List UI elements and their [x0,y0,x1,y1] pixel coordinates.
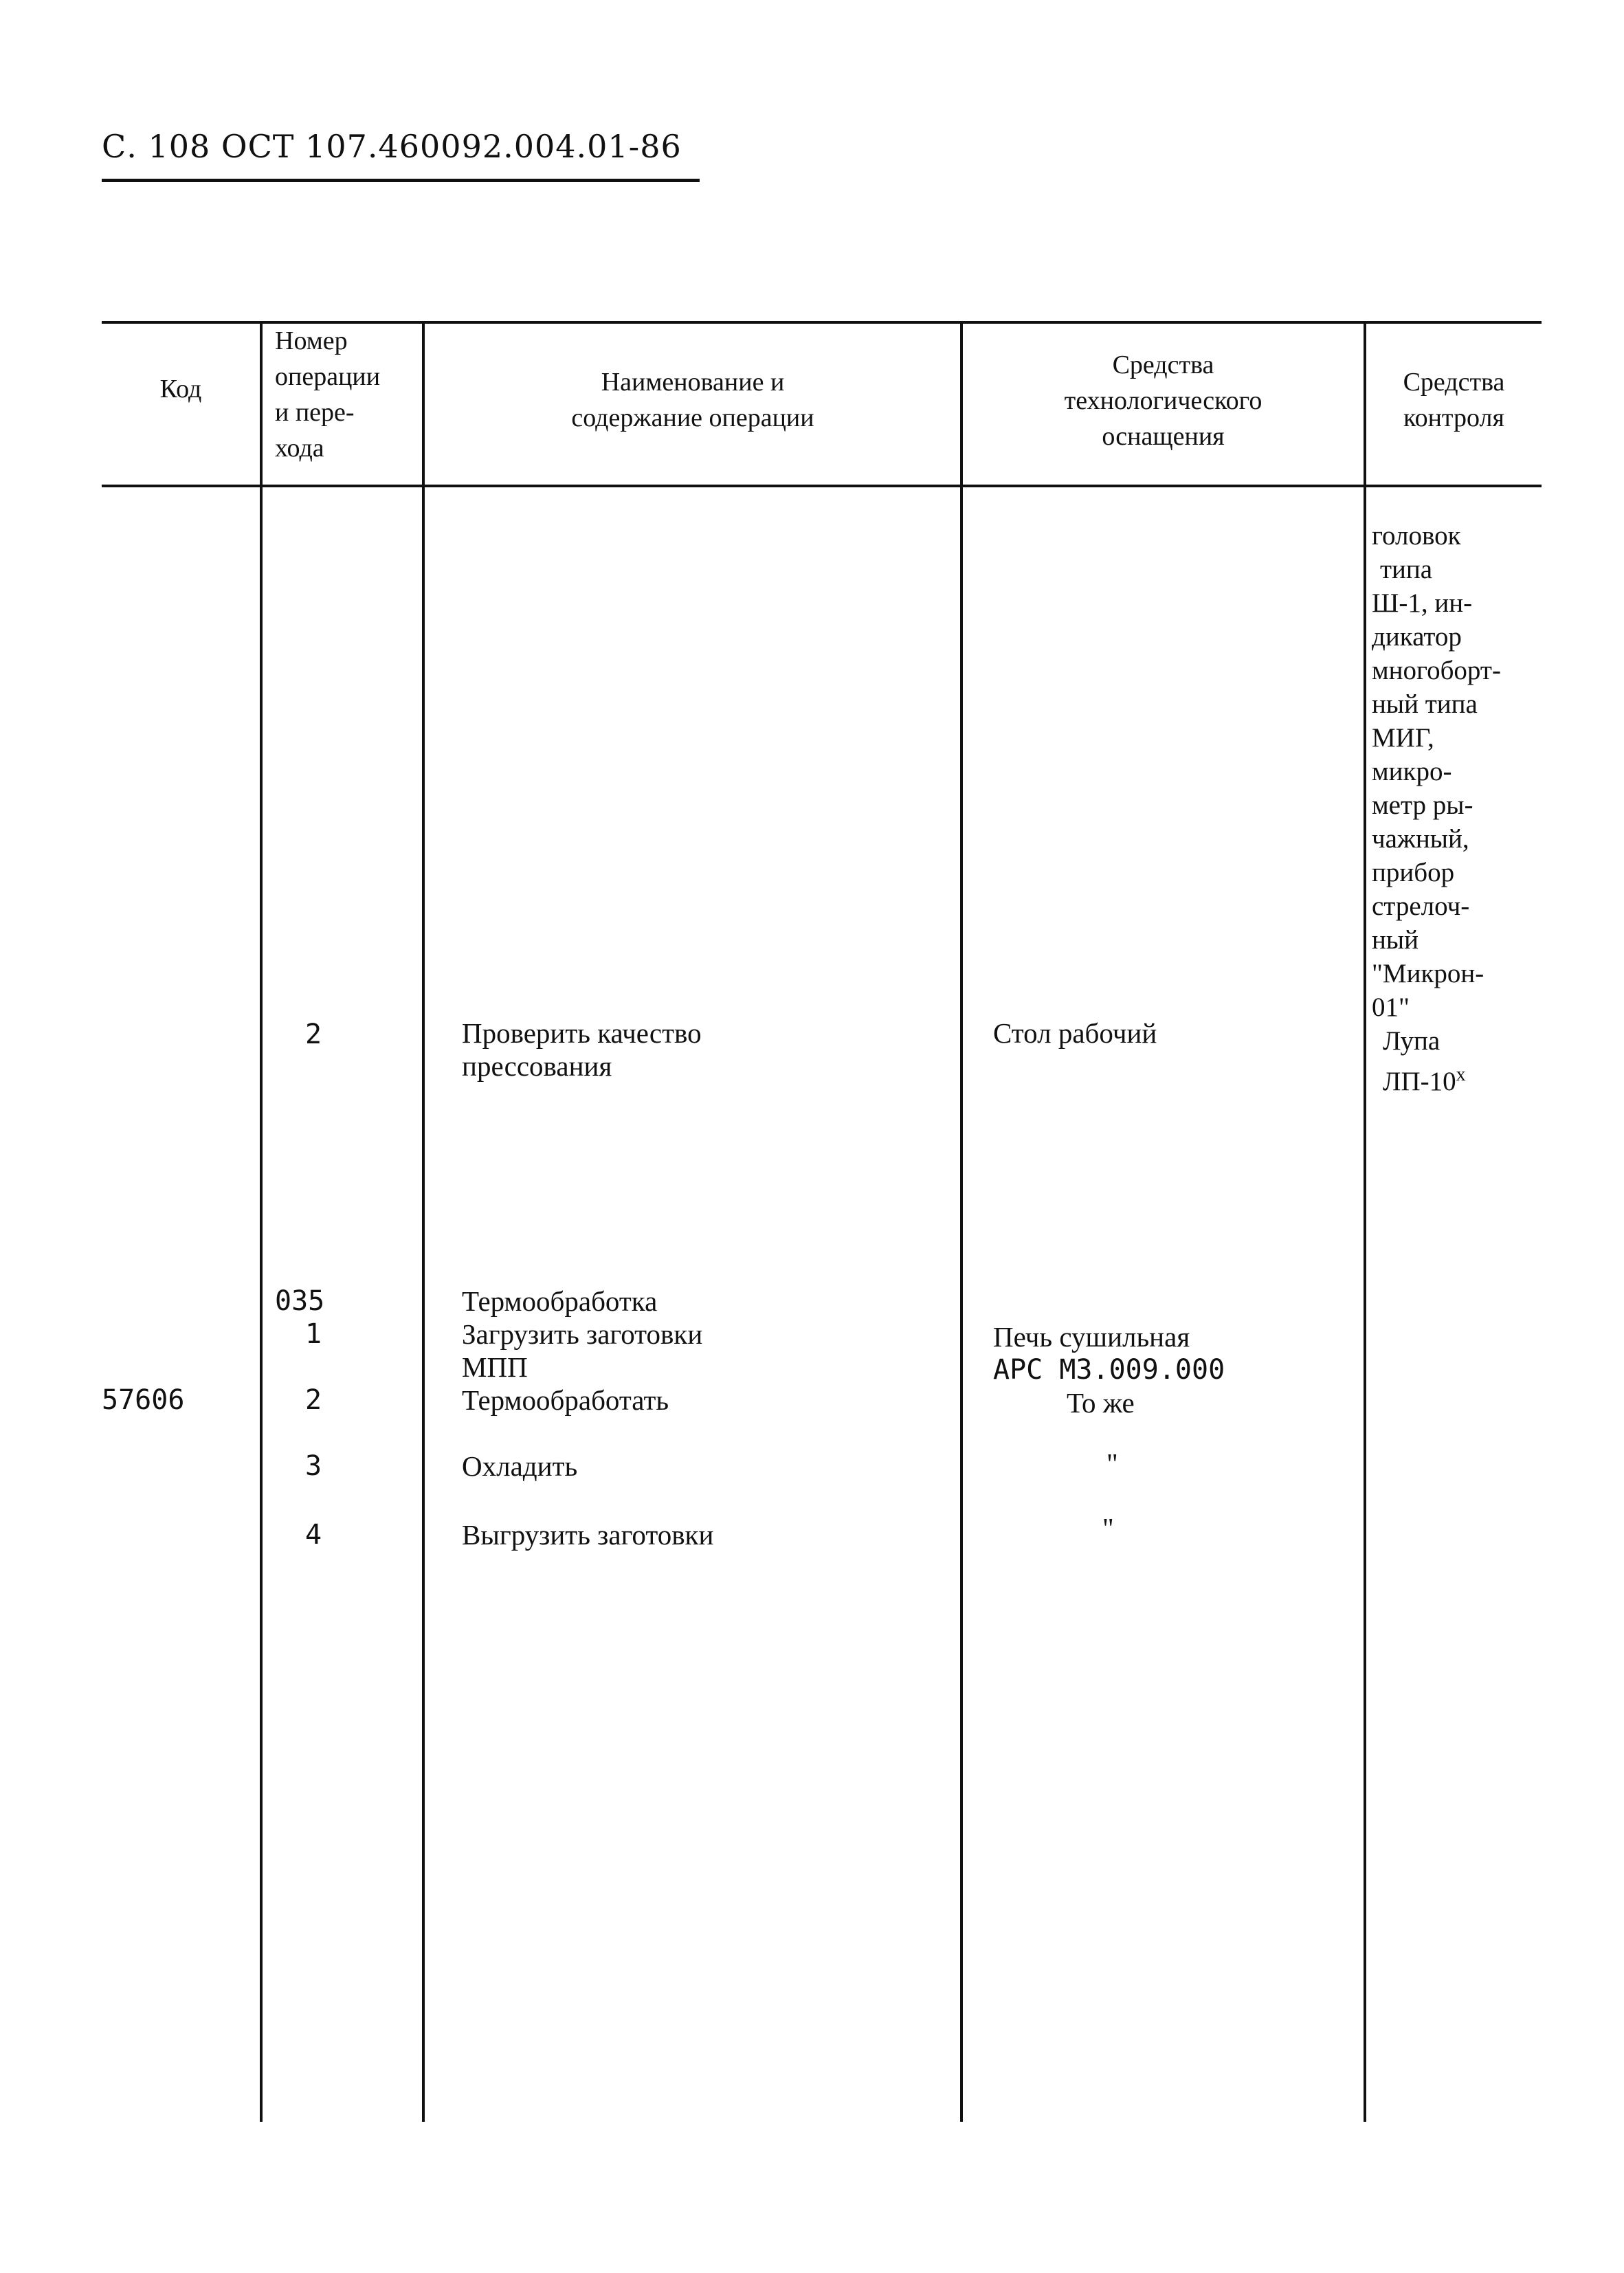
operation-equipment: То же [1067,1387,1135,1419]
header-code: Код [159,375,202,403]
header-control: Средства контроля [1403,368,1505,432]
operation-name: МПП [462,1351,528,1383]
control-line: Лупа [1383,1026,1441,1056]
column-divider-4 [1364,321,1366,2122]
control-line: дикатор [1372,622,1462,652]
operation-equipment: Стол рабочий [993,1017,1157,1049]
superscript-mark: х [1456,1064,1466,1085]
control-line: ный [1372,925,1419,955]
control-line: микро- [1372,757,1452,786]
header-op-number: Номер операции и пере- хода [275,326,381,463]
header-rule [102,179,700,182]
op-number: 2 [305,1384,322,1416]
ditto-mark: " [1102,1512,1114,1544]
control-means-list [1372,519,1501,1098]
control-line: $ЛП-10^х$ [1383,1064,1466,1096]
control-line: "Микрон- [1372,959,1484,988]
control-line: ный типа [1372,689,1478,719]
control-line: метр ры- [1372,790,1473,820]
column-divider-2 [422,321,425,2122]
control-line: многоборт- [1372,656,1501,685]
op-number: 3 [305,1450,322,1482]
control-line: Ш-1, ин- [1372,588,1473,618]
operation-name: Охладить [462,1450,578,1482]
operation-name: Проверить качество [462,1017,702,1049]
operation-code: 57606 [102,1384,185,1416]
column-divider-3 [960,321,963,2122]
column-divider-1 [260,321,263,2122]
header-bottom-rule [102,485,1542,487]
operation-name: Термообработка [462,1285,658,1317]
operation-equipment: АРС М3.009.000 [993,1354,1225,1386]
control-line: стрелоч- [1372,891,1470,921]
ditto-mark: " [1106,1448,1118,1479]
control-line: головок [1372,521,1461,551]
operation-name: Выгрузить заготовки [462,1519,714,1551]
op-number: 1 [305,1318,322,1350]
operation-equipment: Печь сушильная [993,1321,1190,1353]
control-line: чажный, [1372,824,1469,854]
operation-name: Термообработать [462,1384,669,1416]
operation-name: прессования [462,1050,612,1082]
op-number: 035 [275,1285,325,1317]
operation-name: Загрузить заготовки [462,1318,703,1350]
op-number: 4 [305,1519,322,1551]
op-number: 2 [305,1019,322,1050]
header-name: Наименование и содержание операции [571,368,814,432]
page-header: С. 108 ОСТ 107.460092.004.01-86 [102,128,682,165]
control-line: МИГ, [1372,723,1434,753]
control-line: 01" [1372,993,1410,1022]
control-line: прибор [1372,858,1455,887]
control-line: типа [1380,555,1433,584]
header-equipment: Средства технологического оснащения [1064,351,1263,451]
